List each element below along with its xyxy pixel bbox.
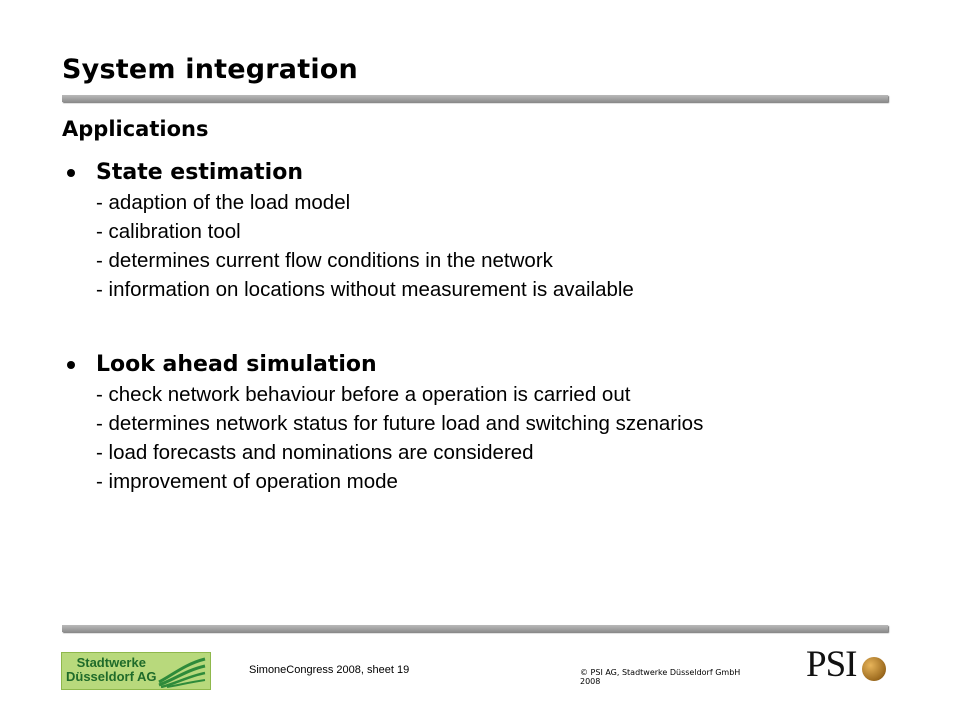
bullet-icon bbox=[67, 361, 75, 369]
psi-logo bbox=[806, 644, 886, 685]
slide-title: System integration bbox=[62, 54, 358, 85]
section-state-estimation bbox=[96, 158, 936, 304]
bullet-line: - determines network status for future load and switching szenarios bbox=[96, 412, 704, 435]
bullet-line: - determines current flow conditions in the network bbox=[96, 249, 553, 272]
bullet-line: - check network behaviour before a operation is carried out bbox=[96, 383, 631, 406]
section-heading: Look ahead simulation bbox=[96, 352, 377, 377]
section-heading: State estimation bbox=[96, 160, 303, 185]
bullet-icon bbox=[67, 169, 75, 177]
bullet-line: - calibration tool bbox=[96, 220, 241, 243]
logo-text-line2: Düsseldorf AG bbox=[66, 669, 157, 684]
bullet-line: - adaption of the load model bbox=[96, 191, 351, 214]
bullet-line: - improvement of operation mode bbox=[96, 470, 398, 493]
bullet-line: - information on locations without measurement is available bbox=[96, 278, 634, 301]
psi-logo-text: PSI bbox=[806, 644, 857, 685]
slide-subtitle: Applications bbox=[62, 117, 209, 141]
stadtwerke-logo bbox=[61, 652, 211, 690]
copyright-notice: © PSI AG, Stadtwerke Düsseldorf GmbH 2008 bbox=[580, 668, 741, 686]
logo-text-line1: Stadtwerke bbox=[76, 655, 146, 670]
swoosh-icon bbox=[157, 656, 207, 688]
title-divider bbox=[62, 95, 888, 102]
bullet-line: - load forecasts and nominations are considered bbox=[96, 441, 534, 464]
psi-ball-icon bbox=[862, 657, 886, 681]
footer-divider bbox=[62, 625, 888, 632]
sheet-label: SimoneCongress 2008, sheet 19 bbox=[249, 664, 410, 676]
section-look-ahead-simulation bbox=[96, 350, 936, 496]
